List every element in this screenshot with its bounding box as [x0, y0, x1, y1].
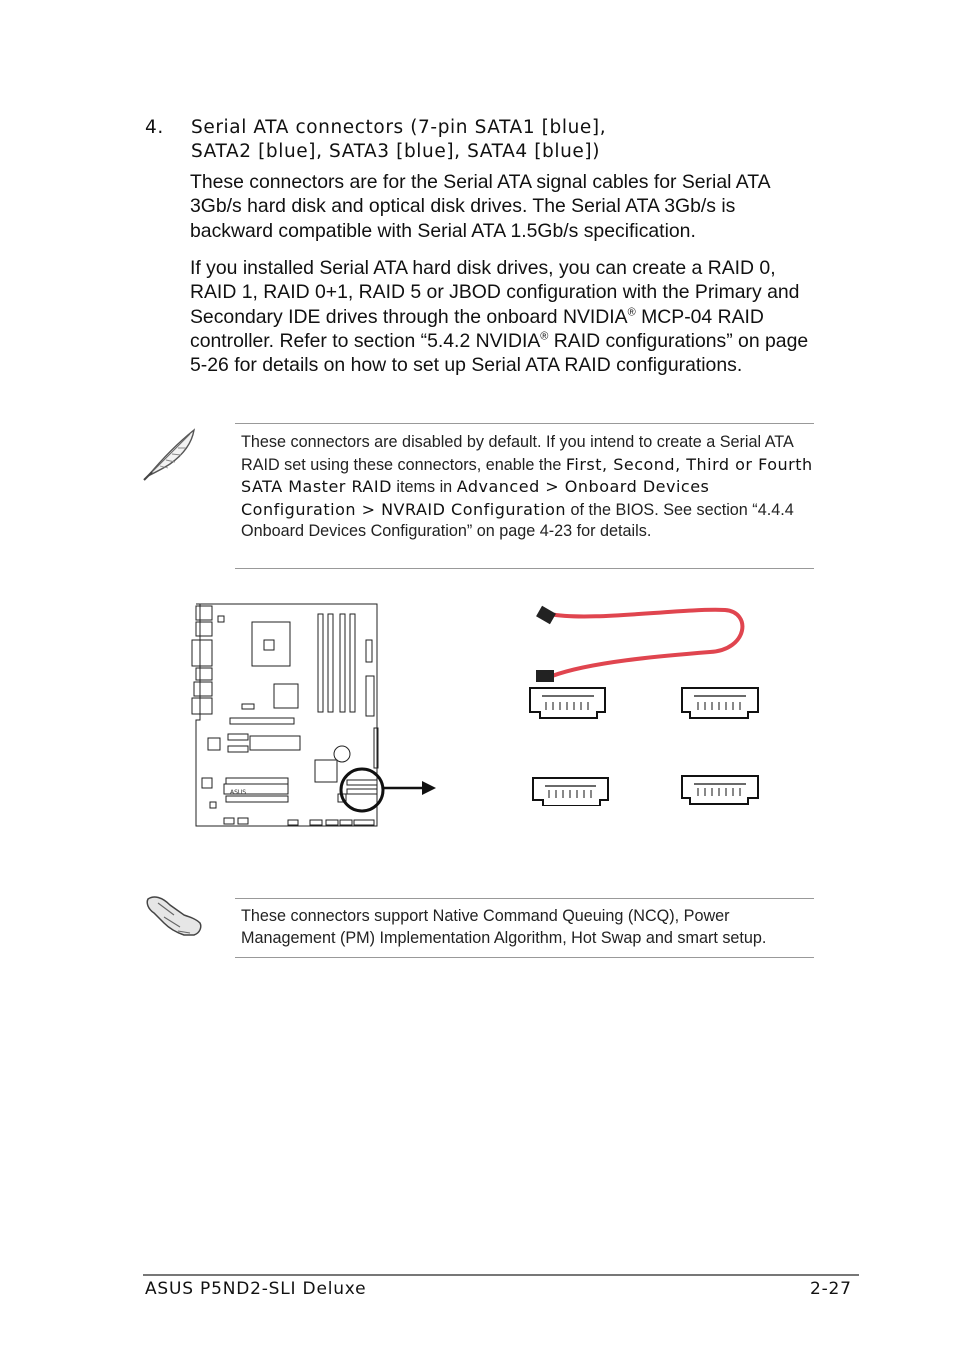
- note-rule-top: [235, 423, 814, 424]
- note-ncq-support: These connectors support Native Command Queuing (NCQ), Power Management (PM) Implementation Algorithm, Hot Swap and smart setup.: [241, 907, 767, 947]
- paragraph-raid-text-c: RAID configurations” on page 5-26 for details on how to set up Serial ATA RAID configurations.: [190, 329, 809, 377]
- section-number: 4.: [145, 117, 164, 138]
- sata-connectors-illustration: [520, 600, 780, 806]
- section-title-line2: SATA2 [blue], SATA3 [blue], SATA4 [blue]): [191, 141, 601, 162]
- feather-pen-icon: [140, 424, 200, 482]
- pointing-hand-icon: [144, 893, 206, 939]
- note-text-c: items in: [391, 478, 457, 496]
- note-text-e: of the BIOS. See section “4.4.4 Onboard Devices Configuration” on page 4-23 for details.: [241, 500, 794, 540]
- note-text-a: These connectors are disabled by default. If you intend to create a Serial ATA RAID set using these connectors, enable the: [241, 433, 793, 474]
- note2-rule-bottom: [235, 957, 814, 958]
- paragraph-raid-text-b: MCP-04 RAID controller. Refer to section “5.4.2 NVIDIA: [190, 305, 764, 352]
- footer-page-number: 2-27: [810, 1279, 852, 1299]
- sata-connector-group: [530, 688, 758, 806]
- sata-cable-plug: [536, 670, 554, 682]
- note2-rule-top: [235, 898, 814, 899]
- paragraph-raid-text-a: If you installed Serial ATA hard disk drives, you can create a RAID 0, RAID 1, RAID 0+1, RAID 5 or JBOD configuration with the Primary and Secondary IDE drives through the onboard NVIDIA: [190, 257, 800, 328]
- footer-product-name: ASUS P5ND2-SLI Deluxe: [145, 1279, 367, 1299]
- registered-mark: ®: [627, 306, 636, 319]
- sata-cable-plug: [536, 606, 556, 624]
- sata-cable: [550, 610, 742, 676]
- registered-mark: ®: [540, 330, 549, 343]
- board-logo: ASUS: [230, 789, 247, 796]
- footer-rule: [143, 1274, 859, 1276]
- note-raid-disabled: [241, 432, 816, 543]
- bios-path-nvraid: Advanced > Onboard Devices Configuration > NVRAID Configuration: [241, 477, 710, 519]
- bios-item-sata-master-raid: First, Second, Third or Fourth SATA Master RAID: [241, 454, 813, 496]
- motherboard-diagram: [190, 600, 440, 832]
- paragraph-intro: These connectors are for the Serial ATA signal cables for Serial ATA 3Gb/s hard disk and optical disk drives. The Serial ATA 3Gb/s is backward compatible with Serial ATA 1.5Gb/s specification.: [190, 171, 770, 242]
- paragraph-raid: [190, 256, 815, 377]
- section-title-line1: Serial ATA connectors (7-pin SATA1 [blue],: [191, 117, 607, 138]
- section-heading: [145, 116, 845, 164]
- note-rule-bottom: [235, 568, 814, 569]
